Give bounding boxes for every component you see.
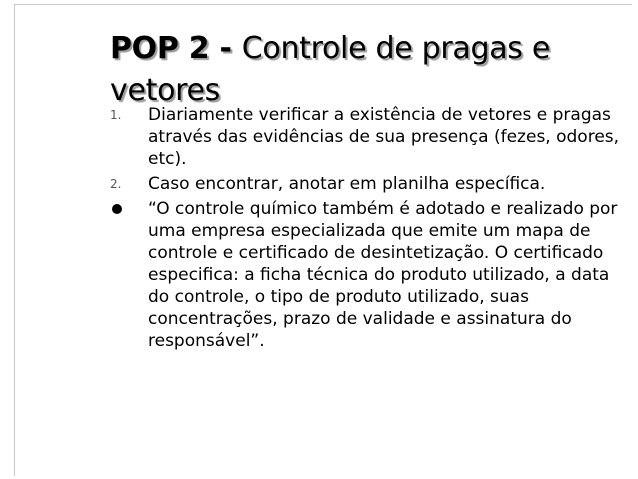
list-item-1 xyxy=(110,104,630,170)
list-number-1: 1. xyxy=(110,108,122,122)
list-item-text-1: Diariamente verificar a existência de vetores e pragas através das evidências de sua presença (fezes, odores, etc). xyxy=(148,105,620,169)
content-list xyxy=(110,104,630,355)
list-item-2 xyxy=(110,173,630,195)
slide-title xyxy=(110,28,630,112)
list-number-2: 2. xyxy=(110,177,122,191)
list-item-3 xyxy=(110,198,630,352)
list-item-text-3: “O controle químico também é adotado e realizado por uma empresa especializada que emite um mapa de controle e certificado de desintetização. O certificado especifica: a ficha técnica do produto utilizado, a data do controle, o tipo de produto utilizado, suas concentrações, prazo de validade e assinatura do responsável”. xyxy=(148,199,618,351)
list-item-text-2: Caso encontrar, anotar em planilha específica. xyxy=(148,174,546,194)
bullet-icon xyxy=(112,204,122,214)
title-code: POP 2 - xyxy=(110,31,242,66)
frame-divider-top xyxy=(14,4,632,5)
title-text: Controle de pragas e vetores xyxy=(110,31,551,108)
frame-divider-left xyxy=(14,4,15,476)
